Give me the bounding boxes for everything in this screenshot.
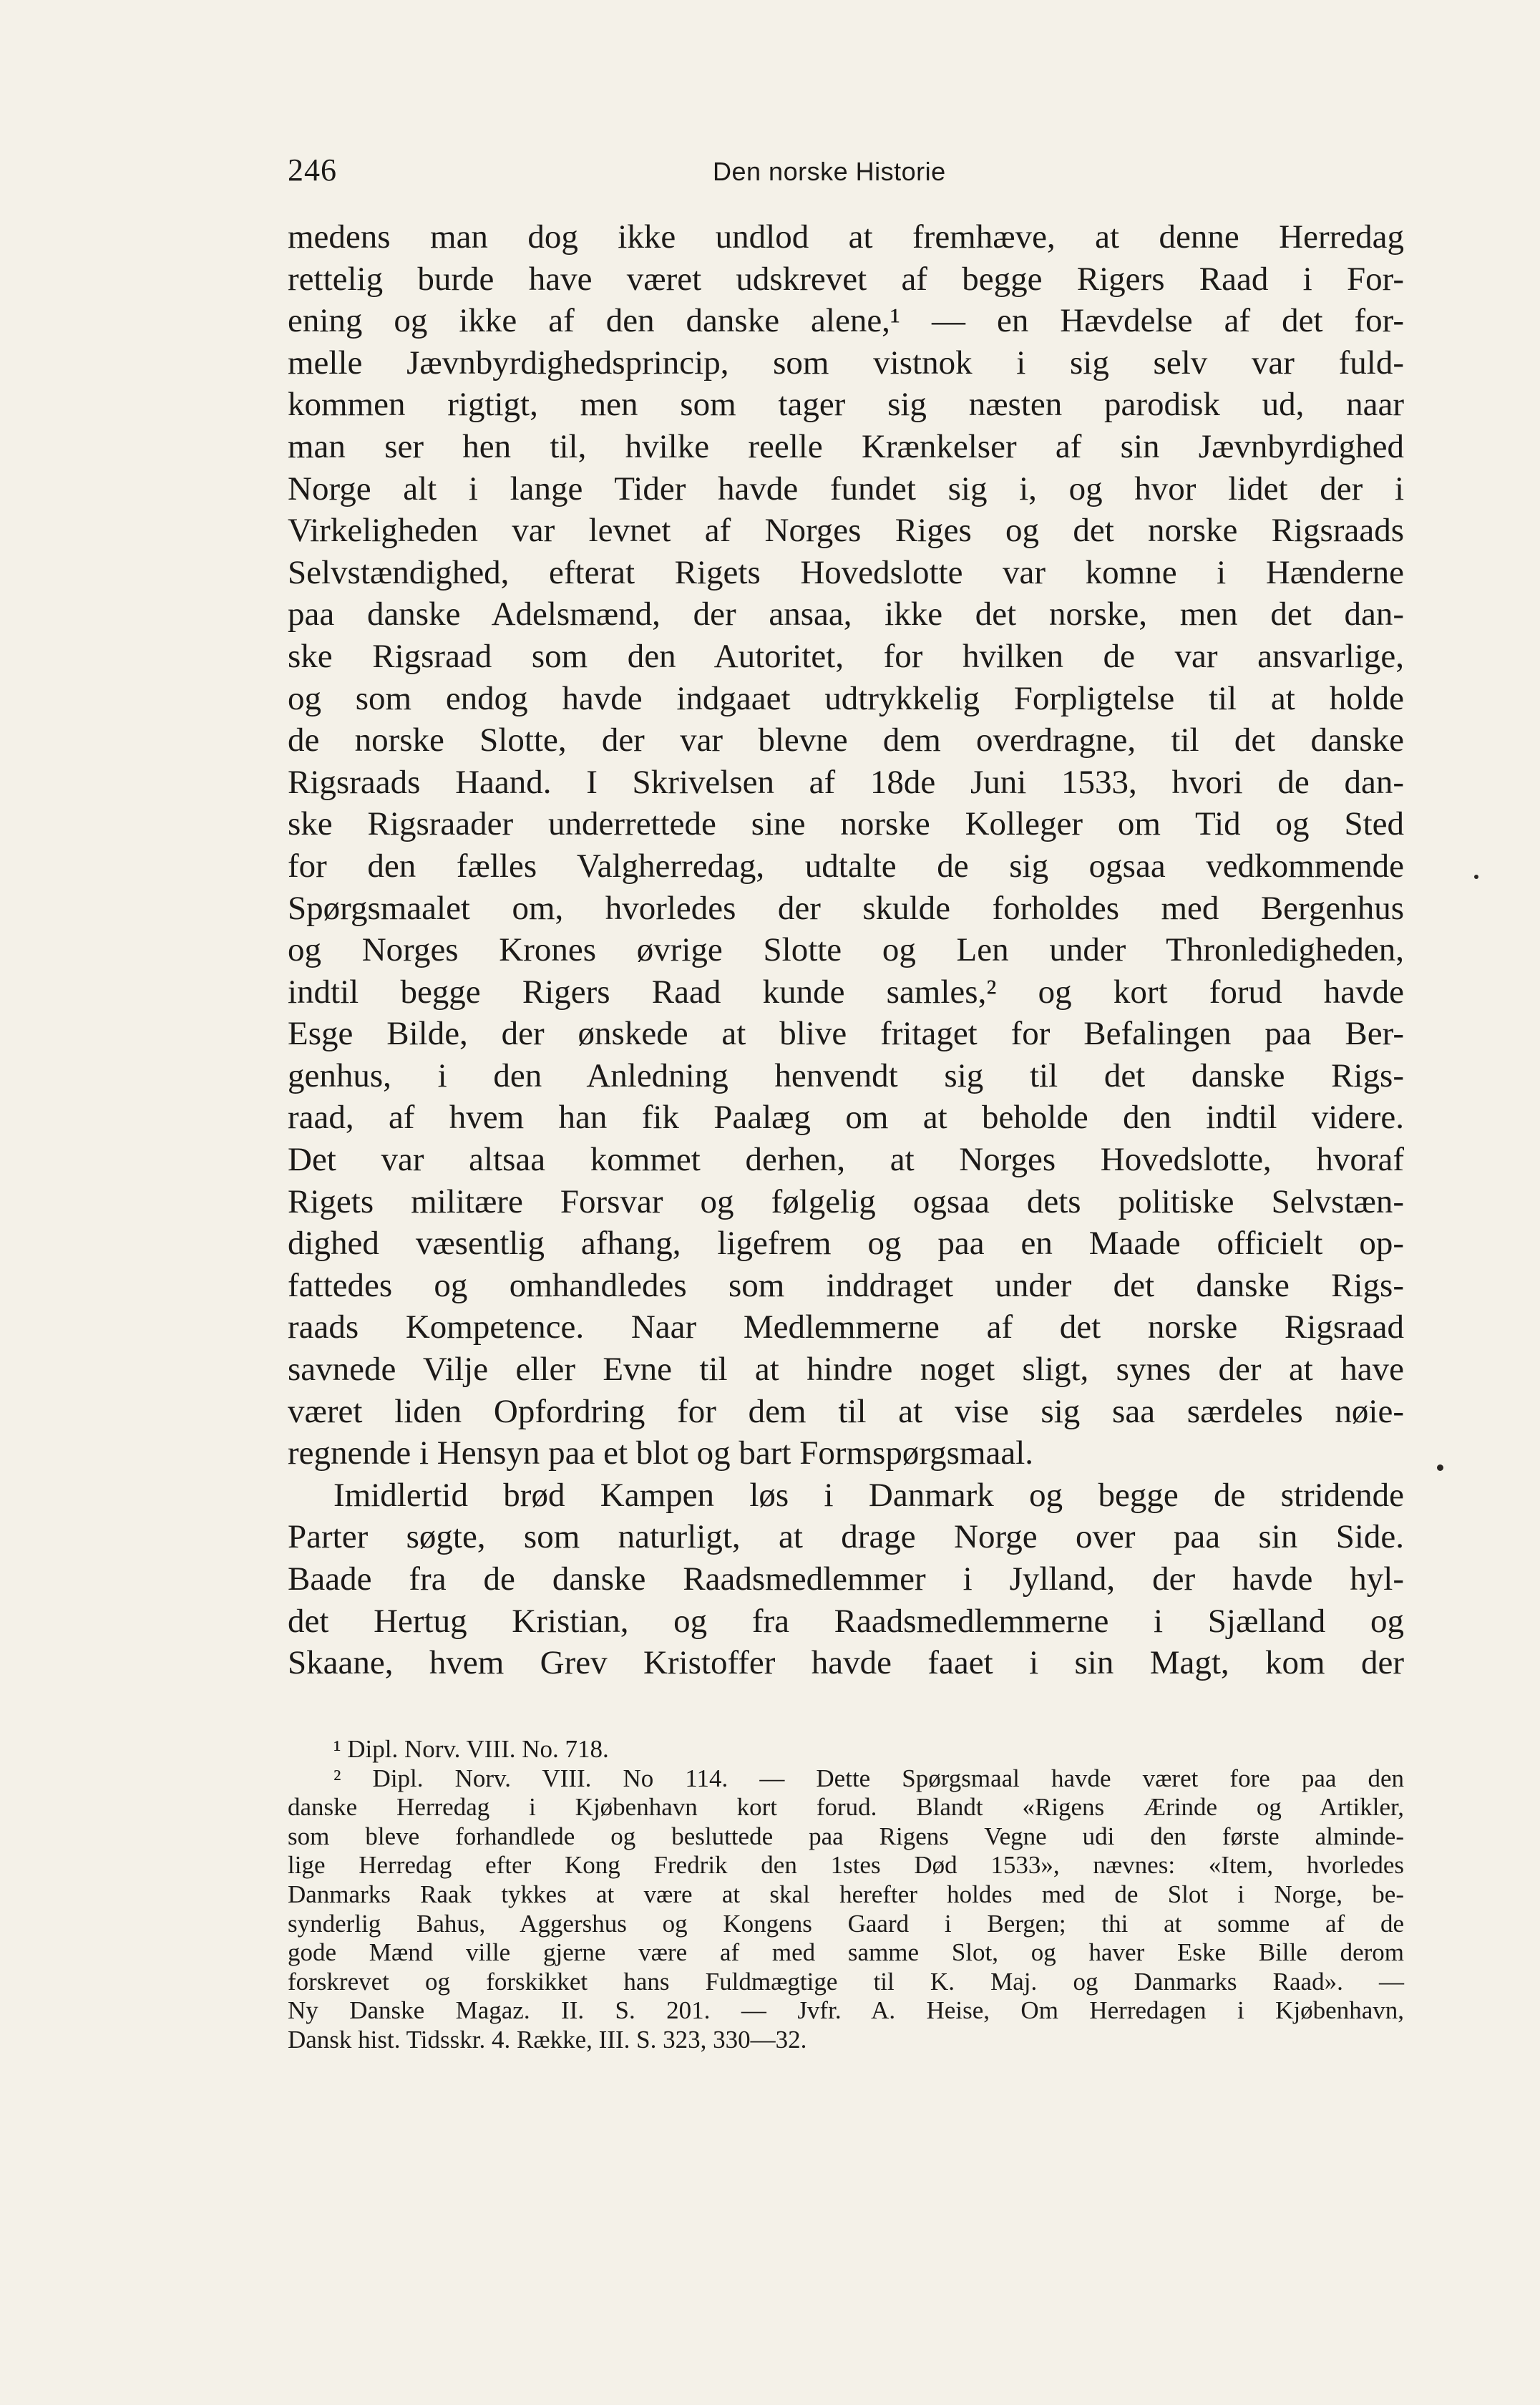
- body-line: rettelig burde have været udskrevet af begge Rigers Raad i For-: [288, 260, 1404, 298]
- print-speck: [1474, 875, 1478, 879]
- body-text: [288, 216, 1404, 1684]
- body-line: savnede Vilje eller Evne til at hindre noget sligt, synes der at have: [288, 1351, 1404, 1389]
- body-line: Esge Bilde, der ønskede at blive fritaget for Befalingen paa Ber-: [288, 1015, 1404, 1053]
- print-speck: [1437, 1464, 1443, 1471]
- body-line: medens man dog ikke undlod at fremhæve, at denne Herredag: [288, 218, 1404, 256]
- body-line: Imidlertid brød Kampen løs i Danmark og begge de stridende: [333, 1476, 1404, 1514]
- body-line: Parter søgte, som naturligt, at drage Norge over paa sin Side.: [288, 1518, 1404, 1556]
- body-line: Det var altsaa kommet derhen, at Norges Hovedslotte, hvoraf: [288, 1141, 1404, 1179]
- body-line: ske Rigsraad som den Autoritet, for hvilken de var ansvarlige,: [288, 637, 1404, 675]
- body-line: kommen rigtigt, men som tager sig næsten parodisk ud, naar: [288, 386, 1404, 424]
- body-line: regnende i Hensyn paa et blot og bart Formspørgsmaal.: [288, 1434, 1034, 1472]
- footnote-2-line: synderlig Bahus, Aggershus og Kongens Gaard i Bergen; thi at somme af de: [288, 1909, 1404, 1938]
- footnote-2-line: danske Herredag i Kjøbenhavn kort forud. Blandt «Rigens Ærinde og Artikler,: [288, 1793, 1404, 1822]
- body-line: paa danske Adelsmænd, der ansaa, ikke det norske, men det dan-: [288, 596, 1404, 633]
- footnotes: [288, 1735, 1404, 2055]
- body-line: Skaane, hvem Grev Kristoffer havde faaet i sin Magt, kom der: [288, 1644, 1404, 1682]
- body-line: man ser hen til, hvilke reelle Krænkelser af sin Jævnbyrdighed: [288, 427, 1404, 465]
- body-line: Spørgsmaalet om, hvorledes der skulde forholdes med Bergenhus: [288, 889, 1404, 927]
- footnote-1: ¹ Dipl. Norv. VIII. No. 718.: [333, 1735, 609, 1763]
- footnote-2-line: lige Herredag efter Kong Fredrik den 1stes Død 1533», nævnes: «Item, hvorledes: [288, 1851, 1404, 1880]
- body-line: ening og ikke af den danske alene,¹ — en Hævdelse af det for-: [288, 302, 1404, 340]
- body-line: Virkeligheden var levnet af Norges Riges og det norske Rigsraads: [288, 512, 1404, 550]
- body-line: og Norges Krones øvrige Slotte og Len under Thronledigheden,: [288, 931, 1404, 969]
- body-line: det Hertug Kristian, og fra Raadsmedlemmerne i Sjælland og: [288, 1602, 1404, 1640]
- body-line: været liden Opfordring for dem til at vise sig saa særdeles nøie-: [288, 1392, 1404, 1430]
- footnote-2-line: Dansk hist. Tidsskr. 4. Række, III. S. 323, 330—32.: [288, 2025, 807, 2054]
- footnote-2-line: som bleve forhandlede og besluttede paa Rigens Vegne udi den første alminde-: [288, 1822, 1404, 1850]
- body-line: for den fælles Valgherredag, udtalte de sig ogsaa vedkommende: [288, 847, 1404, 885]
- body-line: raads Kompetence. Naar Medlemmerne af det norske Rigsraad: [288, 1308, 1404, 1346]
- body-line: ske Rigsraader underrettede sine norske Kolleger om Tid og Sted: [288, 805, 1404, 843]
- body-line: Norge alt i lange Tider havde fundet sig i, og hvor lidet der i: [288, 470, 1404, 507]
- running-title: Den norske Historie: [713, 157, 946, 186]
- footnote-2-line: forskrevet og forskikket hans Fuldmægtige til K. Maj. og Danmarks Raad». —: [288, 1967, 1404, 1996]
- footnote-2-line: ² Dipl. Norv. VIII. No 114. — Dette Spørgsmaal havde været fore paa den: [333, 1764, 1404, 1792]
- footnote-2-line: Danmarks Raak tykkes at være at skal herefter holdes med de Slot i Norge, be-: [288, 1880, 1404, 1908]
- body-line: raad, af hvem han fik Paalæg om at beholde den indtil videre.: [288, 1099, 1404, 1137]
- body-line: fattedes og omhandledes som inddraget under det danske Rigs-: [288, 1266, 1404, 1304]
- body-line: Selvstændighed, efterat Rigets Hovedslotte var komne i Hænderne: [288, 553, 1404, 591]
- footnote-2-line: gode Mænd ville gjerne være af med samme Slot, og haver Eske Bille derom: [288, 1938, 1404, 1967]
- body-line: melle Jævnbyrdighedsprincip, som vistnok i sig selv var fuld-: [288, 344, 1404, 382]
- body-line: dighed væsentlig afhang, ligefrem og paa en Maade officielt op-: [288, 1225, 1404, 1263]
- body-line: genhus, i den Anledning henvendt sig til det danske Rigs-: [288, 1056, 1404, 1094]
- footnote-2-line: Ny Danske Magaz. II. S. 201. — Jvfr. A. Heise, Om Herredagen i Kjøbenhavn,: [288, 1996, 1404, 2025]
- page-number: 246: [288, 152, 337, 188]
- body-line: de norske Slotte, der var blevne dem overdragne, til det danske: [288, 722, 1404, 759]
- body-line: Baade fra de danske Raadsmedlemmer i Jylland, der havde hyl-: [288, 1560, 1404, 1598]
- body-line: indtil begge Rigers Raad kunde samles,² og kort forud havde: [288, 973, 1404, 1011]
- body-line: Rigsraads Haand. I Skrivelsen af 18de Juni 1533, hvori de dan-: [288, 763, 1404, 801]
- body-line: Rigets militære Forsvar og følgelig ogsaa dets politiske Selvstæn-: [288, 1182, 1404, 1220]
- body-line: og som endog havde indgaaet udtrykkelig Forpligtelse til at holde: [288, 679, 1404, 717]
